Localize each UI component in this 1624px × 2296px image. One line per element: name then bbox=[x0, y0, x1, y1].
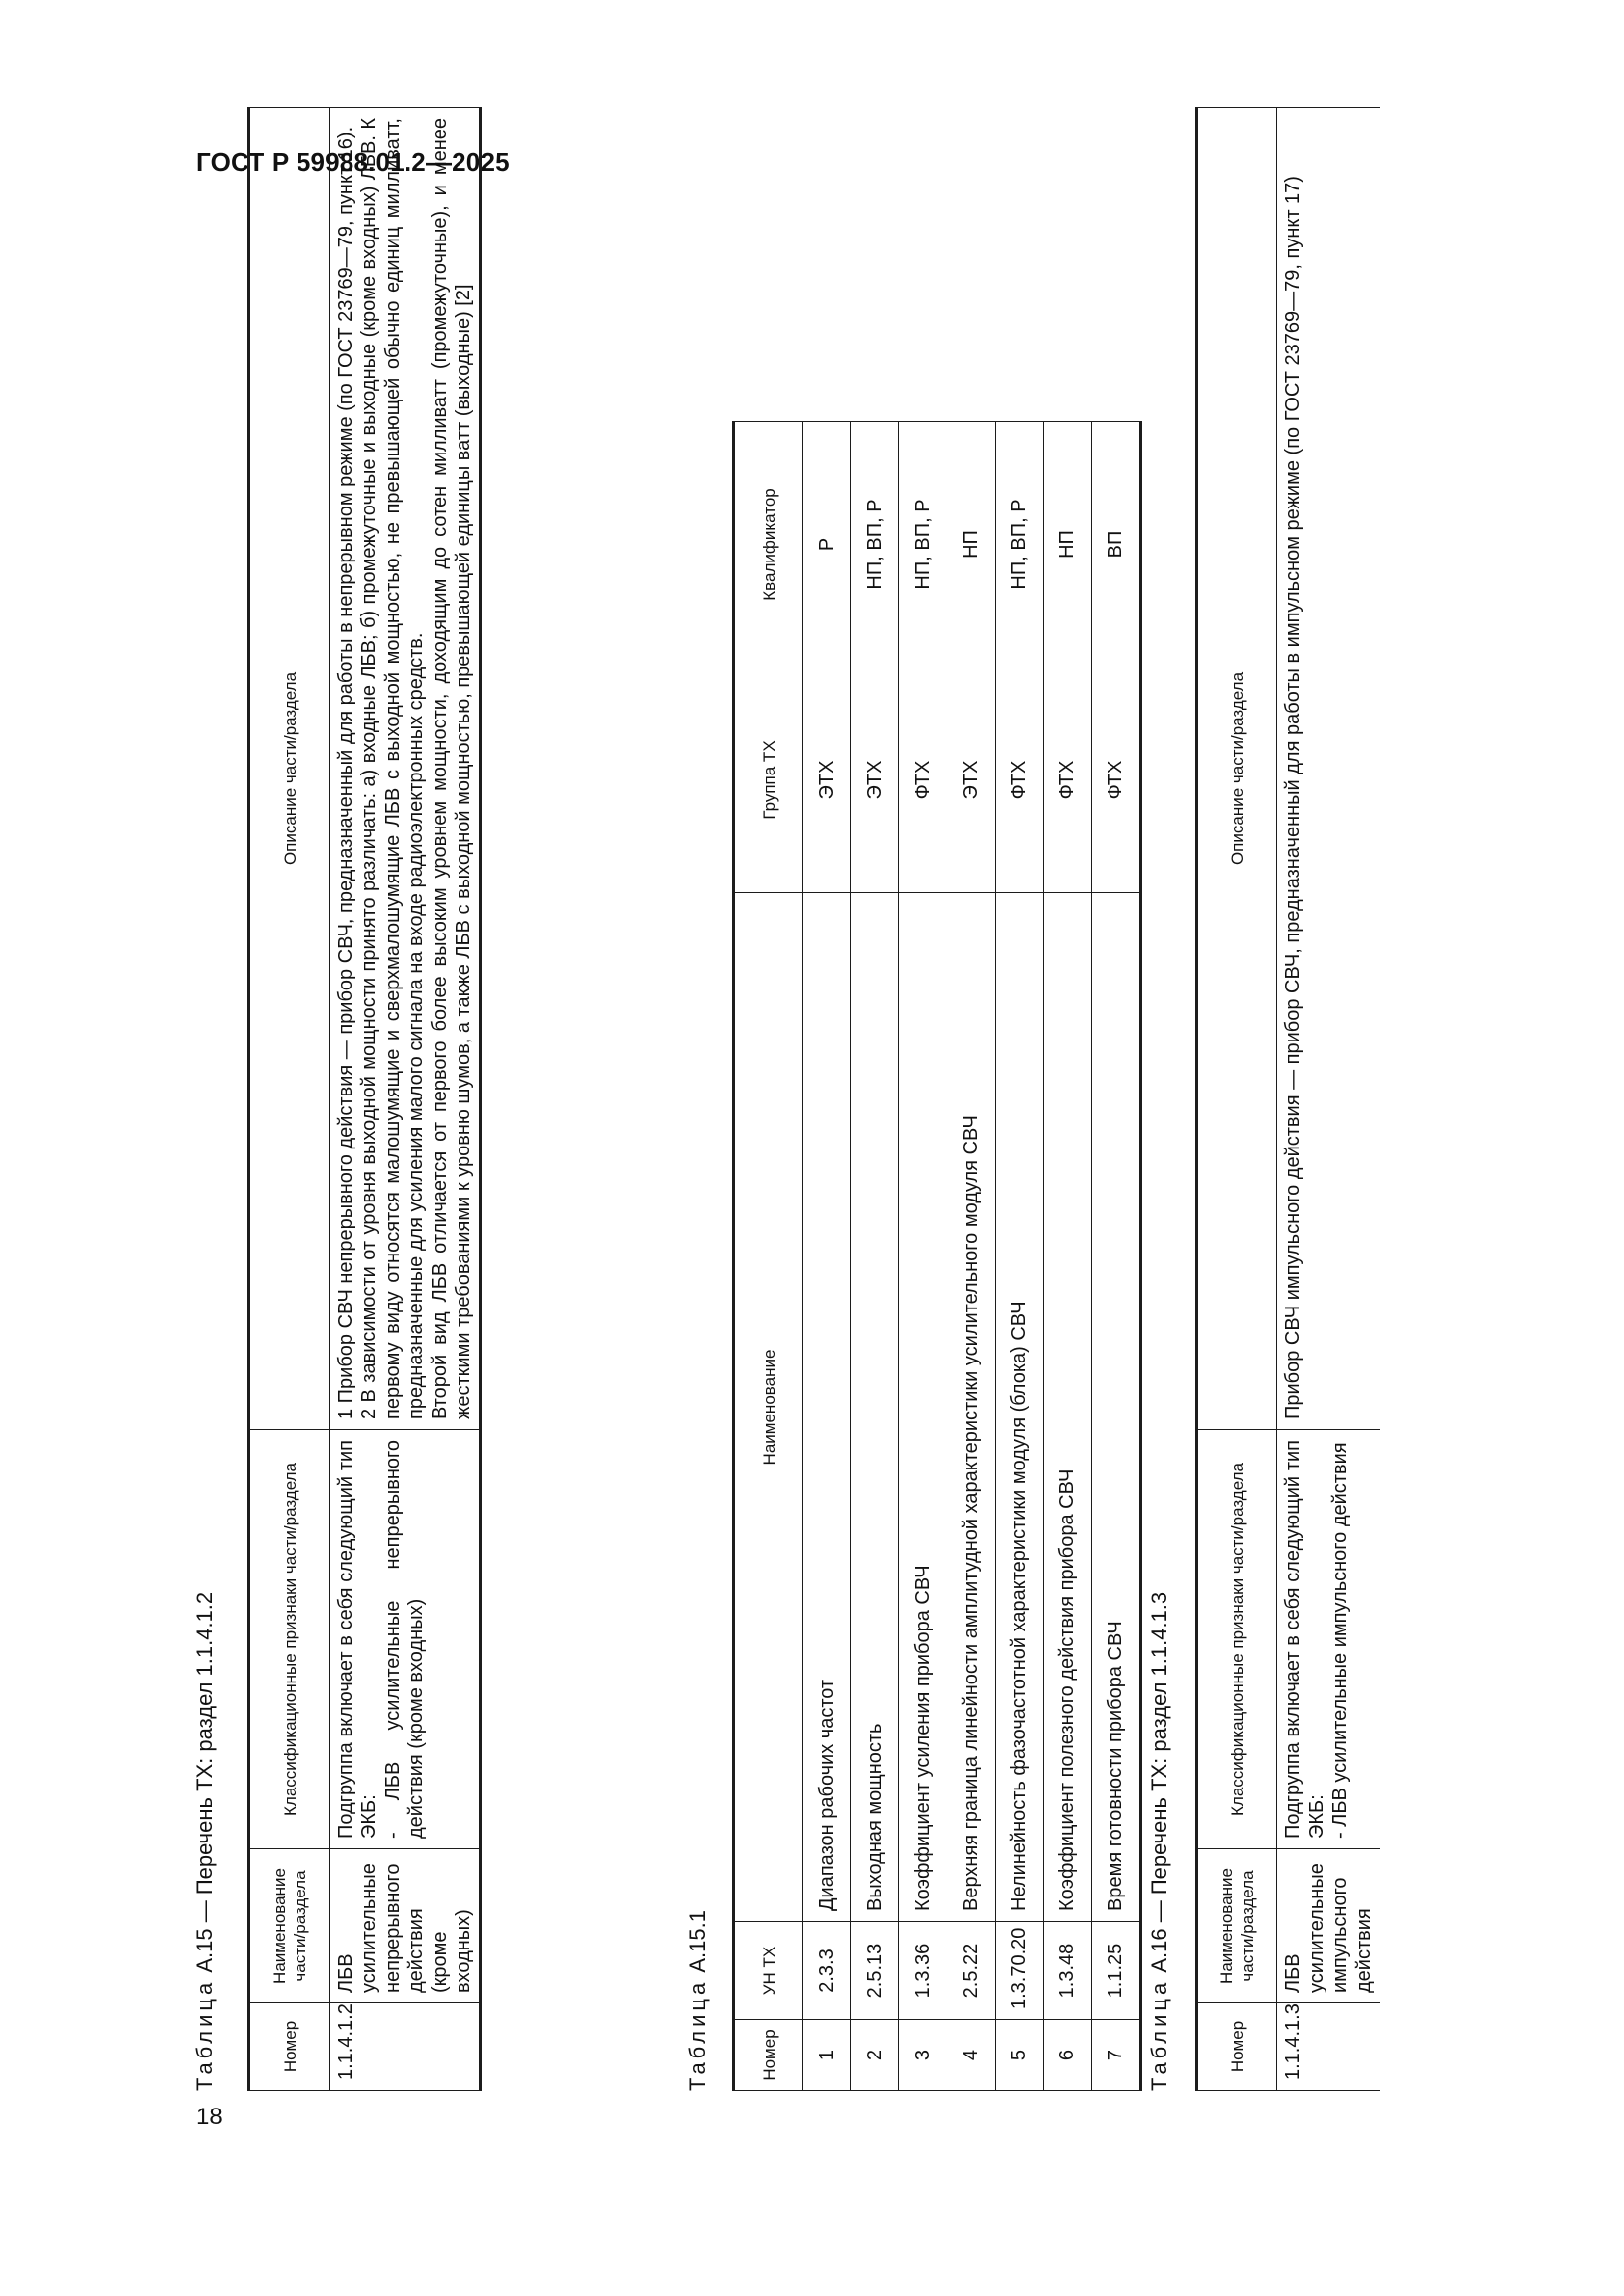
column-header: Классификационные признаки части/раздела bbox=[249, 1430, 330, 1849]
row-group: ФТХ bbox=[1092, 667, 1141, 893]
table-a16 bbox=[1195, 107, 1380, 2091]
description-paragraph: Прибор СВЧ импульсного действия — прибор СВЧ, предназначенный для работы в импульсном режиме (по ГОСТ 23769—79, пункт 17) bbox=[1282, 176, 1304, 1419]
column-header: Квалификатор bbox=[734, 422, 803, 667]
table-row bbox=[851, 422, 899, 2091]
table-header-row bbox=[249, 108, 330, 2091]
column-header: Наименование части/раздела bbox=[249, 1849, 330, 2003]
row-name: Коэффициент усиления прибора СВЧ bbox=[899, 893, 947, 1922]
row-name: Выходная мощность bbox=[851, 893, 899, 1922]
row-code: 2.3.3 bbox=[803, 1922, 851, 2020]
table-row bbox=[899, 422, 947, 2091]
row-number: 7 bbox=[1092, 2020, 1141, 2091]
row-group: ФТХ bbox=[1044, 667, 1092, 893]
table-a15-title bbox=[192, 1592, 218, 2091]
table-row bbox=[996, 422, 1044, 2091]
table-a15-1 bbox=[732, 421, 1142, 2091]
row-group: ЭТХ bbox=[851, 667, 899, 893]
row-code: 1.3.48 bbox=[1044, 1922, 1092, 2020]
table-title-text: А.16 — Перечень ТХ: раздел 1.1.4.1.3 bbox=[1147, 1591, 1171, 1979]
table-label: Таблица bbox=[685, 1978, 710, 2091]
row-group: ФТХ bbox=[899, 667, 947, 893]
row-description bbox=[330, 108, 481, 1430]
row-name: Коэффициент полезного действия прибора СВЧ bbox=[1044, 893, 1092, 1922]
row-qualifier: НП, ВП, Р bbox=[851, 422, 899, 667]
classification-line: - ЛБВ усилительные импульсного действия bbox=[1329, 1442, 1351, 1839]
classification-line: Подгруппа включает в себя следующий тип ЭКБ: bbox=[1282, 1440, 1327, 1839]
row-number: 3 bbox=[899, 2020, 947, 2091]
column-header: Номер bbox=[1197, 2003, 1277, 2091]
description-paragraph: 2 В зависимости от уровня выходной мощности принято различать: а) входные ЛБВ; б) промежуточные и выходные (кроме входных) ЛБВ. К первому виду относятся малошумящие и сверхмалошумящие ЛБВ с выходной мощностью, не превышающей обычно единиц милливатт, предназначенные для усиления малого сигнала на входе радиоэлектронных средств. bbox=[358, 118, 427, 1419]
classification-line: Подгруппа включает в себя следующий тип ЭКБ: bbox=[335, 1440, 380, 1839]
row-code: 1.3.70.20 bbox=[996, 1922, 1044, 2020]
column-header: Номер bbox=[249, 2003, 330, 2091]
column-header: Классификационные признаки части/раздела bbox=[1197, 1430, 1277, 1849]
rotated-content bbox=[173, 108, 1449, 2091]
description-paragraph: 1 Прибор СВЧ непрерывного действия — прибор СВЧ, предназначенный для работы в непрерывном режиме (по ГОСТ 23769—79, пункт 16). bbox=[335, 126, 356, 1419]
row-code: 2.5.22 bbox=[947, 1922, 996, 2020]
table-a15 bbox=[247, 107, 482, 2091]
table-row bbox=[1277, 108, 1380, 2091]
row-classification bbox=[1277, 1430, 1380, 1849]
row-group: ЭТХ bbox=[803, 667, 851, 893]
column-header: Группа ТХ bbox=[734, 667, 803, 893]
row-qualifier: НП, ВП, Р bbox=[996, 422, 1044, 667]
table-row bbox=[803, 422, 851, 2091]
column-header: Описание части/раздела bbox=[1197, 108, 1277, 1430]
table-a16-title bbox=[1147, 1592, 1172, 2091]
table-row bbox=[947, 422, 996, 2091]
row-number: 2 bbox=[851, 2020, 899, 2091]
row-qualifier: НП bbox=[1044, 422, 1092, 667]
row-code: 2.5.13 bbox=[851, 1922, 899, 2020]
table-header-row bbox=[1197, 108, 1277, 2091]
row-name: Верхняя граница линейности амплитудной характеристики усилительного модуля СВЧ bbox=[947, 893, 996, 1922]
row-number: 5 bbox=[996, 2020, 1044, 2091]
table-row bbox=[1092, 422, 1141, 2091]
row-number: 1 bbox=[803, 2020, 851, 2091]
column-header: Описание части/раздела bbox=[249, 108, 330, 1430]
table-label: Таблица bbox=[192, 1978, 217, 2091]
table-row bbox=[330, 108, 481, 2091]
row-number: 1.1.4.1.2 bbox=[330, 2003, 481, 2091]
document-header: ГОСТ Р 59988.01.2—2025 bbox=[196, 147, 510, 177]
row-group: ЭТХ bbox=[947, 667, 996, 893]
column-header: УН ТХ bbox=[734, 1922, 803, 2020]
row-group: ФТХ bbox=[996, 667, 1044, 893]
row-name: ЛБВ усилительные непрерывного действия (кроме входных) bbox=[330, 1849, 481, 2003]
column-header: Наименование bbox=[734, 893, 803, 1922]
row-name: Диапазон рабочих частот bbox=[803, 893, 851, 1922]
page-number: 18 bbox=[196, 2104, 223, 2130]
row-classification bbox=[330, 1430, 481, 1849]
row-code: 1.1.25 bbox=[1092, 1922, 1141, 2020]
table-a15-1-title bbox=[685, 1910, 711, 2091]
row-number: 6 bbox=[1044, 2020, 1092, 2091]
table-title-text: А.15 — Перечень ТХ: раздел 1.1.4.1.2 bbox=[192, 1591, 217, 1979]
row-name: ЛБВ усилительные импульсного действия bbox=[1277, 1849, 1380, 2003]
row-number: 1.1.4.1.3 bbox=[1277, 2003, 1380, 2091]
description-paragraph: Второй вид ЛБВ отличается от первого более высоким уровнем мощности, доходящим до сотен милливатт (промежуточные), и менее жесткими требованиями к уровню шумов, а также ЛБВ с выходной мощностью, превышающей единицы ватт (выходные) [2] bbox=[429, 118, 474, 1419]
row-qualifier: НП bbox=[947, 422, 996, 667]
row-number: 4 bbox=[947, 2020, 996, 2091]
table-title-text: А.15.1 bbox=[685, 1910, 710, 1979]
table-row bbox=[1044, 422, 1092, 2091]
row-name: Нелинейность фазочастотной характеристики модуля (блока) СВЧ bbox=[996, 893, 1044, 1922]
classification-line: - ЛБВ усилительные непрерывного действия (кроме входных) bbox=[382, 1440, 427, 1839]
row-name: Время готовности прибора СВЧ bbox=[1092, 893, 1141, 1922]
row-qualifier: НП, ВП, Р bbox=[899, 422, 947, 667]
table-header-row bbox=[734, 422, 803, 2091]
column-header: Наименование части/раздела bbox=[1197, 1849, 1277, 2003]
row-qualifier: Р bbox=[803, 422, 851, 667]
row-qualifier: ВП bbox=[1092, 422, 1141, 667]
column-header: Номер bbox=[734, 2020, 803, 2091]
table-label: Таблица bbox=[1147, 1978, 1171, 2091]
row-description bbox=[1277, 108, 1380, 1430]
row-code: 1.3.36 bbox=[899, 1922, 947, 2020]
